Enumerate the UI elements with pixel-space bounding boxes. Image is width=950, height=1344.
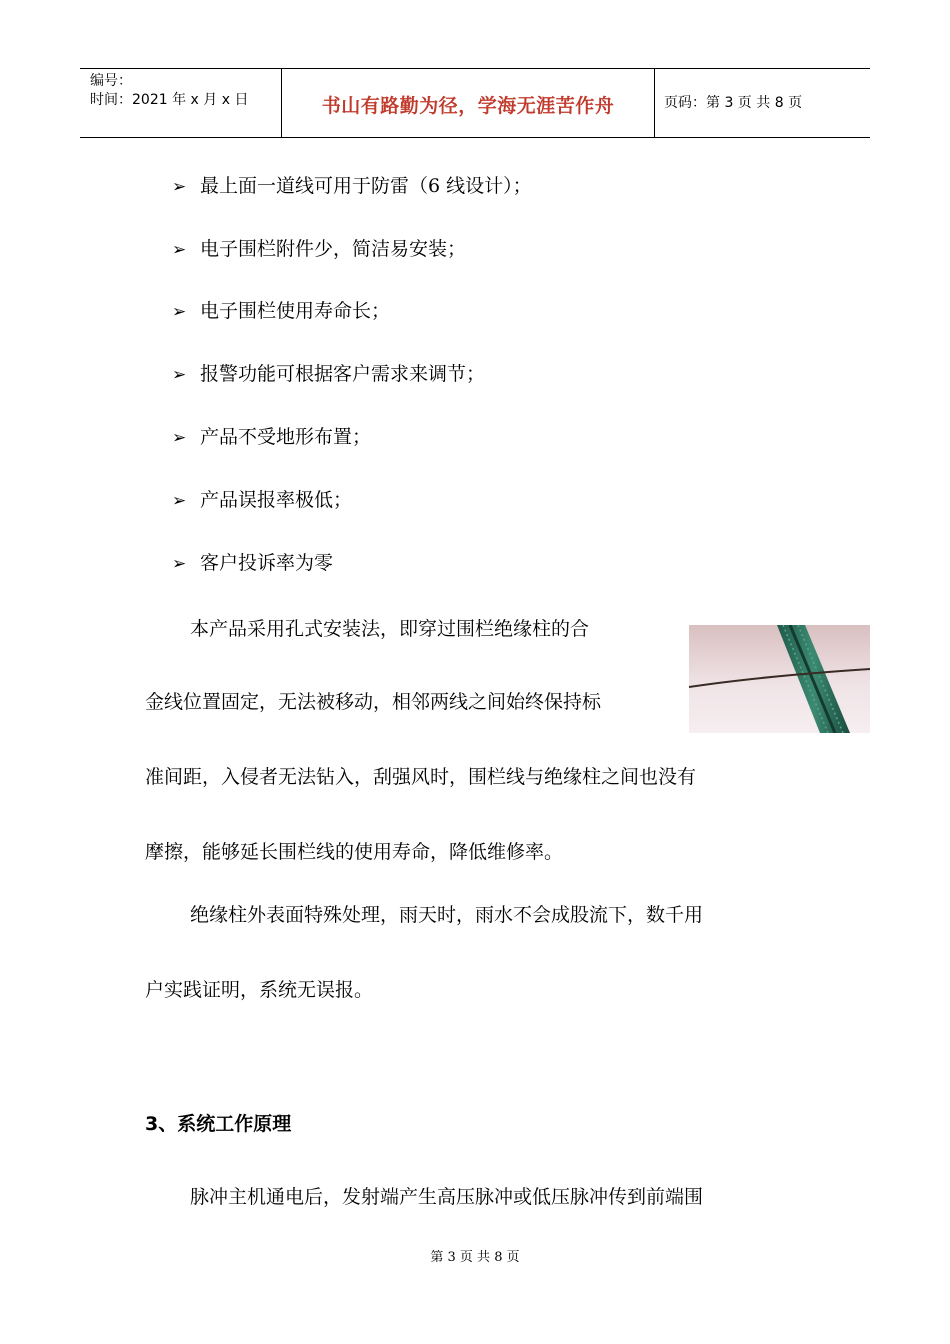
- arrow-bullet-icon: ➢: [172, 491, 187, 511]
- arrow-bullet-icon: ➢: [172, 365, 187, 385]
- bullet-item: [172, 299, 390, 324]
- paragraph-line: 户实践证明，系统无误报。: [145, 979, 374, 1001]
- arrow-bullet-icon: ➢: [172, 428, 187, 448]
- document-number-label: 编号：: [90, 73, 132, 89]
- bullet-text: 报警功能可根据客户需求来调节；: [200, 363, 486, 385]
- page-footer: 第 3 页 共 8 页: [430, 1250, 520, 1265]
- bullet-text: 电子围栏使用寿命长；: [200, 300, 391, 322]
- header-page-label: 页码：第 3 页 共 8 页: [664, 95, 803, 111]
- paragraph-line: 脉冲主机通电后，发射端产生高压脉冲或低压脉冲传到前端围: [190, 1186, 704, 1208]
- bullet-text: 电子围栏附件少，简洁易安装；: [200, 238, 467, 260]
- document-date-label: 时间：2021 年 x 月 x 日: [90, 92, 249, 108]
- paragraph-line: 摩擦，能够延长围栏线的使用寿命，降低维修率。: [145, 841, 564, 863]
- header-motto-cell: [281, 69, 655, 137]
- bullet-item: [172, 425, 371, 450]
- bullet-text: 产品不受地形布置；: [200, 426, 372, 448]
- paragraph-line: 准间距，入侵者无法钻入，刮强风时，围栏线与绝缘柱之间也没有: [145, 766, 697, 788]
- paragraph-line: 金线位置固定，无法被移动，相邻两线之间始终保持标: [145, 691, 602, 713]
- bullet-text: 产品误报率极低；: [200, 489, 353, 511]
- arrow-bullet-icon: ➢: [172, 302, 187, 322]
- header-page-cell: [654, 69, 870, 137]
- bullet-item: [172, 488, 352, 513]
- header-motto: 书山有路勤为径，学海无涯苦作舟: [321, 95, 615, 117]
- insulator-photo: [689, 625, 870, 733]
- bullet-text: 客户投诉率为零: [200, 552, 334, 574]
- header-meta-cell: [80, 69, 280, 137]
- header-table: [80, 68, 870, 138]
- paragraph-line: 绝缘柱外表面特殊处理，雨天时，雨水不会成股流下，数千用: [190, 904, 704, 926]
- bullet-item: [172, 174, 532, 199]
- bullet-item: [172, 237, 466, 262]
- arrow-bullet-icon: ➢: [172, 240, 187, 260]
- arrow-bullet-icon: ➢: [172, 554, 187, 574]
- insulator-photo-image: [689, 625, 870, 733]
- bullet-text: 最上面一道线可用于防雷（6 线设计）；: [200, 175, 532, 197]
- arrow-bullet-icon: ➢: [172, 177, 187, 197]
- bullet-item: [172, 362, 485, 387]
- paragraph-line: 本产品采用孔式安装法，即穿过围栏绝缘柱的合: [190, 618, 590, 640]
- bullet-item: [172, 551, 333, 576]
- section-heading: 3、系统工作原理: [145, 1113, 292, 1135]
